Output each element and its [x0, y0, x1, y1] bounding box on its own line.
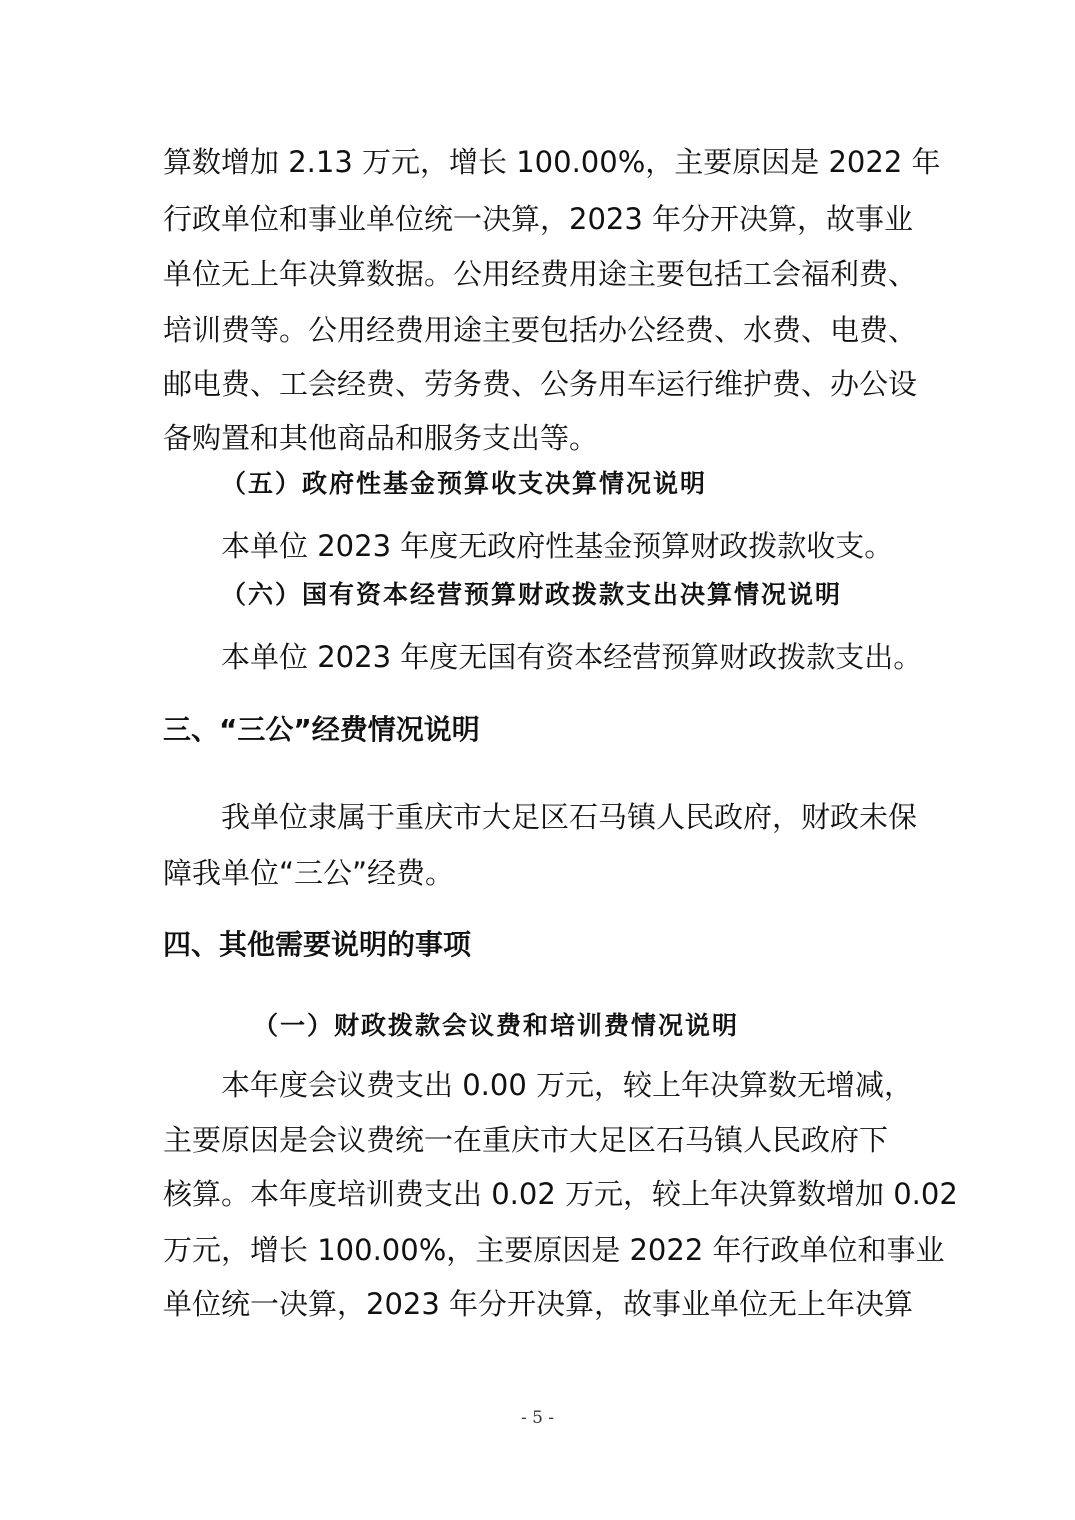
- body-line: 核算。本年度培训费支出 0.02 万元，较上年决算数增加 0.02: [163, 1177, 958, 1211]
- body-line: 单位统一决算，2023 年分开决算，故事业单位无上年决算: [163, 1287, 914, 1321]
- body-line: 培训费等。公用经费用途主要包括办公经费、水费、电费、: [163, 313, 918, 347]
- body-line: 万元，增长 100.00%，主要原因是 2022 年行政单位和事业: [163, 1233, 945, 1267]
- body-line: 备购置和其他商品和服务支出等。: [163, 421, 599, 455]
- subsection-heading-5: （五）政府性基金预算收支决算情况说明: [221, 469, 708, 498]
- subsection-heading-1: （一）财政拨款会议费和培训费情况说明: [253, 1011, 740, 1040]
- body-line: 本年度会议费支出 0.00 万元，较上年决算数无增减，: [221, 1068, 914, 1102]
- body-line: 行政单位和事业单位统一决算，2023 年分开决算，故事业: [163, 202, 914, 236]
- body-line: 主要原因是会议费统一在重庆市大足区石马镇人民政府下: [163, 1123, 889, 1157]
- body-line: 障我单位“三公”经费。: [163, 856, 455, 890]
- body-line: 本单位 2023 年度无政府性基金预算财政拨款收支。: [221, 529, 894, 563]
- section-heading-4: 四、其他需要说明的事项: [163, 928, 472, 961]
- body-line: 我单位隶属于重庆市大足区石马镇人民政府，财政未保: [221, 800, 918, 834]
- body-line: 本单位 2023 年度无国有资本经营预算财政拨款支出。: [221, 640, 923, 674]
- body-line: 单位无上年决算数据。公用经费用途主要包括工会福利费、: [163, 257, 918, 291]
- section-heading-3: 三、“三公”经费情况说明: [163, 713, 480, 746]
- body-line: 算数增加 2.13 万元，增长 100.00%，主要原因是 2022 年: [163, 145, 941, 179]
- subsection-heading-6: （六）国有资本经营预算财政拨款支出决算情况说明: [221, 580, 843, 609]
- page-number: - 5 -: [520, 1408, 555, 1428]
- body-line: 邮电费、工会经费、劳务费、公务用车运行维护费、办公设: [163, 367, 918, 401]
